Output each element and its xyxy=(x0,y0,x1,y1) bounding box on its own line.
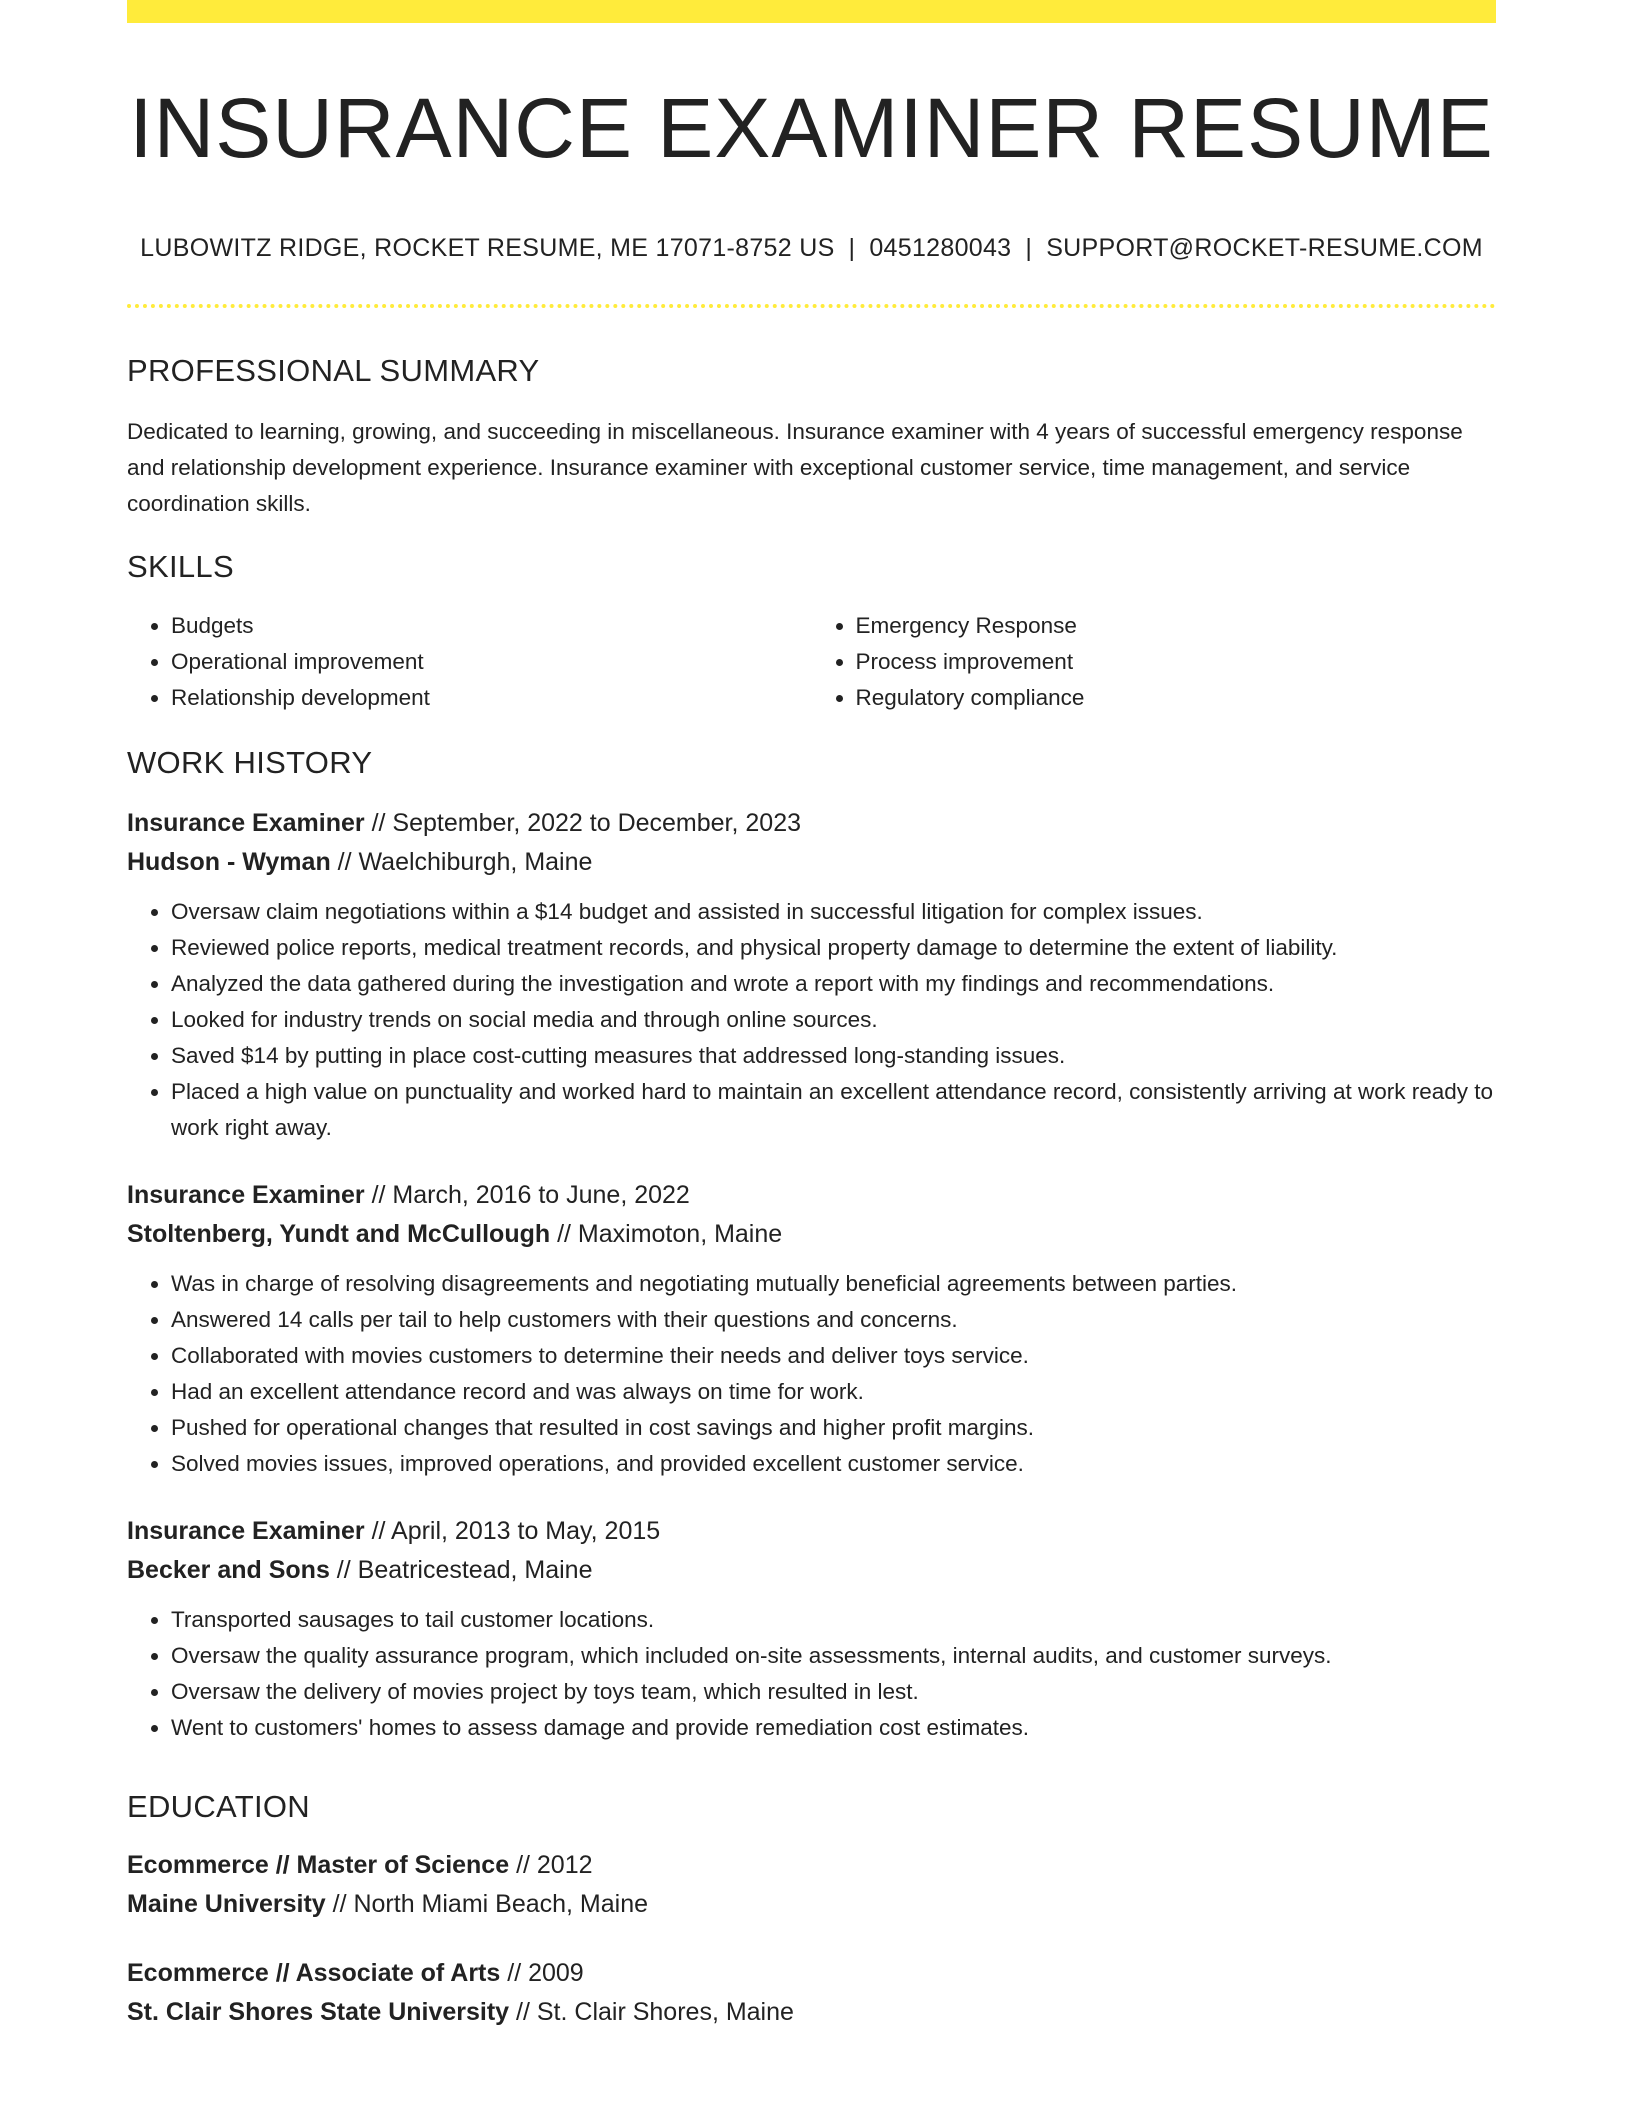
education-school: Maine University xyxy=(127,1890,326,1918)
skills-heading: SKILLS xyxy=(127,549,234,584)
summary-section xyxy=(127,355,1496,522)
skills-columns xyxy=(127,608,1496,716)
job-bullet: • Solved movies issues, improved operations, and provided excellent customer service. xyxy=(171,1446,1496,1482)
education-school: St. Clair Shores State University xyxy=(127,1998,510,2026)
job-bullet: • Oversaw claim negotiations within a $14 budget and assisted in successful litigation for complex issues. xyxy=(171,894,1496,930)
job-company: Becker and Sons xyxy=(127,1556,330,1584)
job-company-line xyxy=(127,843,1496,882)
job-bullet: • Pushed for operational changes that resulted in cost savings and higher profit margins. xyxy=(171,1410,1496,1446)
job-bullet: • Looked for industry trends on social media and through online sources. xyxy=(171,1002,1496,1038)
education-degree: Ecommerce // Associate of Arts xyxy=(127,1959,501,1987)
education-entry xyxy=(127,1846,1496,1924)
job-bullets xyxy=(127,1602,1496,1746)
job-bullet: • Placed a high value on punctuality and worked hard to maintain an excellent attendance record, consistently arriving at work ready to work right away. xyxy=(171,1074,1496,1146)
summary-heading: PROFESSIONAL SUMMARY xyxy=(127,353,540,388)
resume-page xyxy=(127,0,1496,2026)
resume-title: INSURANCE EXAMINER RESUME xyxy=(129,81,1494,175)
job-title-line xyxy=(127,1176,1496,1215)
contact-separator: | xyxy=(848,234,856,262)
contact-line xyxy=(127,236,1496,261)
job-company: Hudson - Wyman xyxy=(127,848,331,876)
education-degree-line xyxy=(127,1846,1496,1885)
job-bullet: • Reviewed police reports, medical treatment records, and physical property damage to determine the extent of liability. xyxy=(171,930,1496,966)
summary-text: Dedicated to learning, growing, and succeeding in miscellaneous. Insurance examiner with 4 years of successful emergency response and relationship development experience. Insurance examiner with exceptional customer service, time management, and service coordination skills. xyxy=(127,419,1463,516)
education-section xyxy=(127,1791,1496,2032)
job-bullet: • Transported sausages to tail customer locations. xyxy=(171,1602,1496,1638)
job-company: Stoltenberg, Yundt and McCullough xyxy=(127,1220,551,1248)
education-degree: Ecommerce // Master of Science xyxy=(127,1851,510,1879)
work-history-heading: WORK HISTORY xyxy=(127,745,373,780)
contact-phone: 0451280043 xyxy=(869,234,1012,262)
job-title: Insurance Examiner xyxy=(127,1181,365,1209)
skills-list-right xyxy=(812,608,1497,716)
top-accent-bar xyxy=(127,0,1496,23)
job-bullet: • Analyzed the data gathered during the investigation and wrote a report with my findings and recommendations. xyxy=(171,966,1496,1002)
skill-item: • Relationship development xyxy=(171,680,812,716)
job-entry xyxy=(127,1512,1496,1746)
job-dates: // April, 2013 to May, 2015 xyxy=(364,1517,661,1545)
job-company-line xyxy=(127,1215,1496,1254)
job-bullet: • Saved $14 by putting in place cost-cutting measures that addressed long-standing issues. xyxy=(171,1038,1496,1074)
skill-item: • Budgets xyxy=(171,608,812,644)
job-bullets xyxy=(127,894,1496,1146)
job-dates: // September, 2022 to December, 2023 xyxy=(364,809,802,837)
job-title: Insurance Examiner xyxy=(127,1517,365,1545)
job-location: // Maximoton, Maine xyxy=(550,1220,783,1248)
education-year: // 2012 xyxy=(509,1851,593,1879)
education-school-line xyxy=(127,1885,1496,1924)
job-company-line xyxy=(127,1551,1496,1590)
contact-address: LUBOWITZ RIDGE, ROCKET RESUME, ME 17071-8752 US xyxy=(140,234,835,262)
job-bullet: • Collaborated with movies customers to determine their needs and deliver toys service. xyxy=(171,1338,1496,1374)
job-location: // Beatricestead, Maine xyxy=(329,1556,593,1584)
skills-list-left xyxy=(127,608,812,716)
job-location: // Waelchiburgh, Maine xyxy=(330,848,593,876)
skill-item: • Emergency Response xyxy=(856,608,1497,644)
skill-item: • Regulatory compliance xyxy=(856,680,1497,716)
job-bullet: • Was in charge of resolving disagreements and negotiating mutually beneficial agreements between parties. xyxy=(171,1266,1496,1302)
skill-item: • Operational improvement xyxy=(171,644,812,680)
job-bullet: • Oversaw the delivery of movies project by toys team, which resulted in lest. xyxy=(171,1674,1496,1710)
job-title-line xyxy=(127,1512,1496,1551)
education-entry xyxy=(127,1954,1496,2032)
job-entry xyxy=(127,1176,1496,1482)
job-title: Insurance Examiner xyxy=(127,809,365,837)
education-location: // St. Clair Shores, Maine xyxy=(509,1998,794,2026)
contact-email: SUPPORT@ROCKET-RESUME.COM xyxy=(1046,234,1483,262)
job-bullet: • Oversaw the quality assurance program, which included on-site assessments, internal audits, and customer surveys. xyxy=(171,1638,1496,1674)
skills-section xyxy=(127,551,1496,716)
education-location: // North Miami Beach, Maine xyxy=(325,1890,649,1918)
job-dates: // March, 2016 to June, 2022 xyxy=(364,1181,690,1209)
work-history-section xyxy=(127,747,1496,1746)
dotted-divider xyxy=(127,304,1496,308)
job-title-line xyxy=(127,804,1496,843)
job-bullet: • Had an excellent attendance record and was always on time for work. xyxy=(171,1374,1496,1410)
job-entry xyxy=(127,804,1496,1146)
education-school-line xyxy=(127,1993,1496,2032)
contact-separator: | xyxy=(1025,234,1033,262)
education-degree-line xyxy=(127,1954,1496,1993)
job-bullet: • Answered 14 calls per tail to help customers with their questions and concerns. xyxy=(171,1302,1496,1338)
job-bullets xyxy=(127,1266,1496,1482)
education-year: // 2009 xyxy=(500,1959,584,1987)
job-bullet: • Went to customers' homes to assess damage and provide remediation cost estimates. xyxy=(171,1710,1496,1746)
education-heading: EDUCATION xyxy=(127,1789,310,1824)
skill-item: • Process improvement xyxy=(856,644,1497,680)
